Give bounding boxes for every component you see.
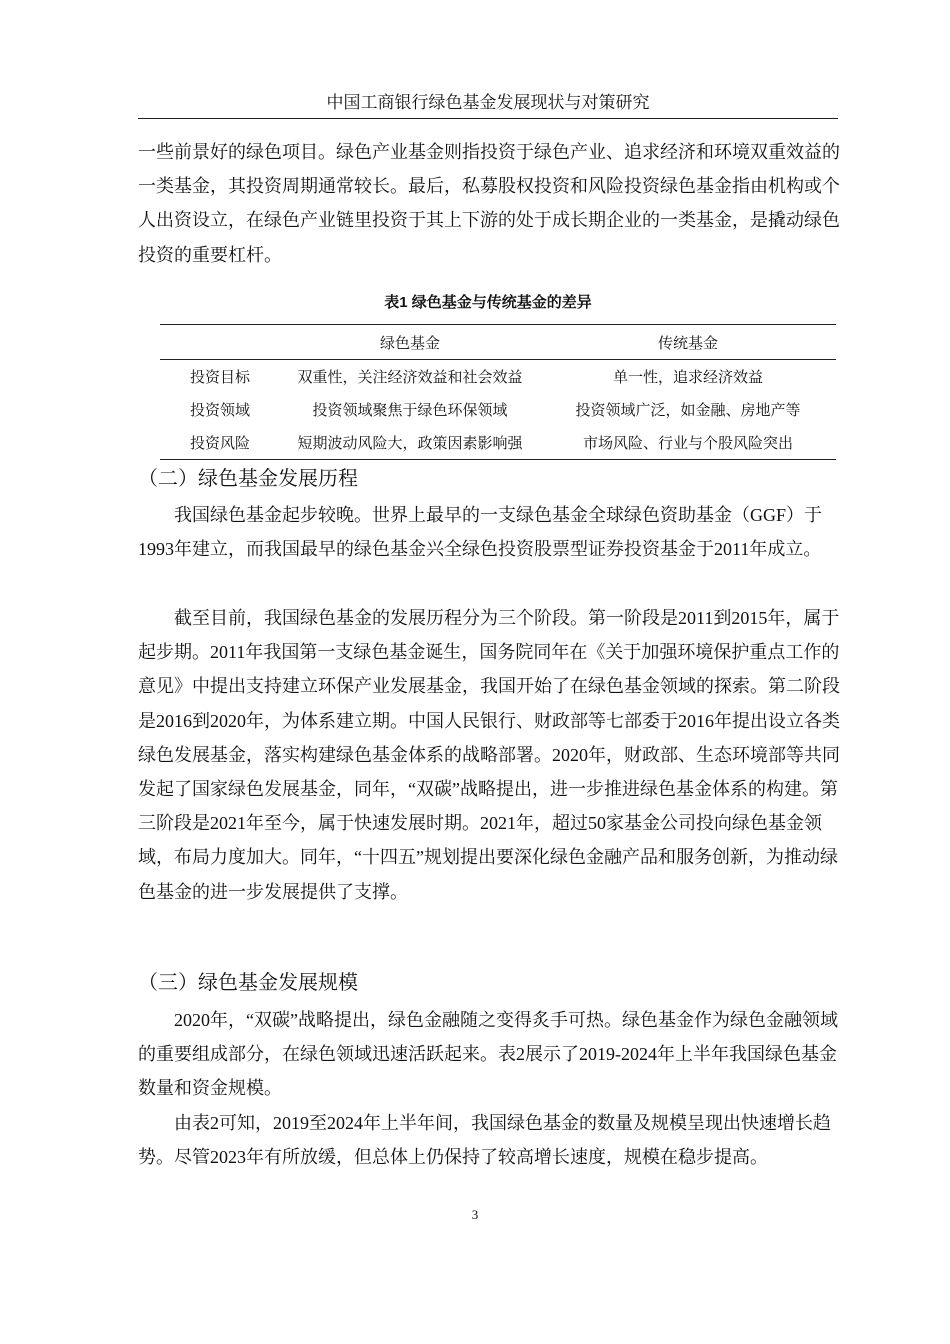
table-cell: 市场风险、行业与个股风险突出 <box>582 436 793 452</box>
running-header: 中国工商银行绿色基金发展现状与对策研究 <box>326 93 650 112</box>
table-cell: 投资风险 <box>189 436 250 452</box>
table-header-row <box>160 325 836 360</box>
table-cell: 投资领域聚焦于绿色环保领域 <box>312 403 508 419</box>
table-header-cell: 绿色基金 <box>379 335 440 352</box>
table-cell: 双重性，关注经济效益和社会效益 <box>297 370 523 386</box>
page-number: 3 <box>471 1207 479 1222</box>
section-heading-scale: （三）绿色基金发展规模 <box>138 970 358 994</box>
paragraph-intro-continued: 一些前景好的绿色项目。绿色产业基金则指投资于绿色产业、追求经济和环境双重效益的一类基金，其投资周期通常较长。最后，私募股权投资和风险投资绿色基金指由机构或个人出资设立，在绿色产业链里投资于其上下游的处于成长期企业的一类基金，是撬动绿色投资的重要杠杆。 <box>138 142 840 265</box>
table-cell: 单一性，追求经济效益 <box>612 370 763 386</box>
table-row <box>160 426 836 460</box>
table-header-cell: 传统基金 <box>657 335 718 352</box>
paragraph-scale-intro: 2020年，“双碳”战略提出，绿色金融随之变得炙手可热。绿色基金作为绿色金融领域的重要组成部分，在绿色领域迅速活跃起来。表2展示了2019-2024年上半年我国绿色基金数量和资金规模。 <box>138 1010 838 1099</box>
table-cell: 短期波动风险大，政策因素影响强 <box>297 436 523 452</box>
section-heading-history: （二）绿色基金发展历程 <box>138 466 358 490</box>
table-header-cell <box>160 325 280 360</box>
table-row <box>160 360 836 394</box>
header-rule <box>138 118 838 119</box>
table-row <box>160 393 836 426</box>
comparison-table <box>160 324 836 460</box>
paragraph-history-origin: 我国绿色基金起步较晚。世界上最早的一支绿色基金全球绿色资助基金（GGF）于1993年建立，而我国最早的绿色基金兴全绿色投资股票型证券投资基金于2011年成立。 <box>138 505 823 560</box>
table-cell: 投资目标 <box>189 370 250 386</box>
table-cell: 投资领域广泛，如金融、房地产等 <box>575 403 801 419</box>
table-caption: 表1 绿色基金与传统基金的差异 <box>384 294 592 311</box>
paragraph-scale-trend: 由表2可知，2019至2024年上半年间，我国绿色基金的数量及规模呈现出快速增长趋势。尽管2023年有所放缓，但总体上仍保持了较高增长速度，规模在稳步提高。 <box>138 1113 831 1168</box>
table-cell: 投资领域 <box>189 403 250 419</box>
paragraph-history-stages: 截至目前，我国绿色基金的发展历程分为三个阶段。第一阶段是2011到2015年，属于起步期。2011年我国第一支绿色基金诞生，国务院同年在《关于加强环境保护重点工作的意见》中提出支持建立环保产业发展基金，我国开始了在绿色基金领域的探索。第二阶段是2016到2020年，为体系建立期。中国人民银行、财政部等七部委于2016年提出设立各类绿色发展基金，落实构建绿色基金体系的战略部署。2020年，财政部、生态环境部等共同发起了国家绿色发展基金，同年，“双碳”战略提出，进一步推进绿色基金体系的构建。第三阶段是2021年至今，属于快速发展时期。2021年，超过50家基金公司投向绿色基金领域，布局力度加大。同年，“十四五”规划提出要深化绿色金融产品和服务创新，为推动绿色基金的进一步发展提供了支撑。 <box>138 608 840 902</box>
